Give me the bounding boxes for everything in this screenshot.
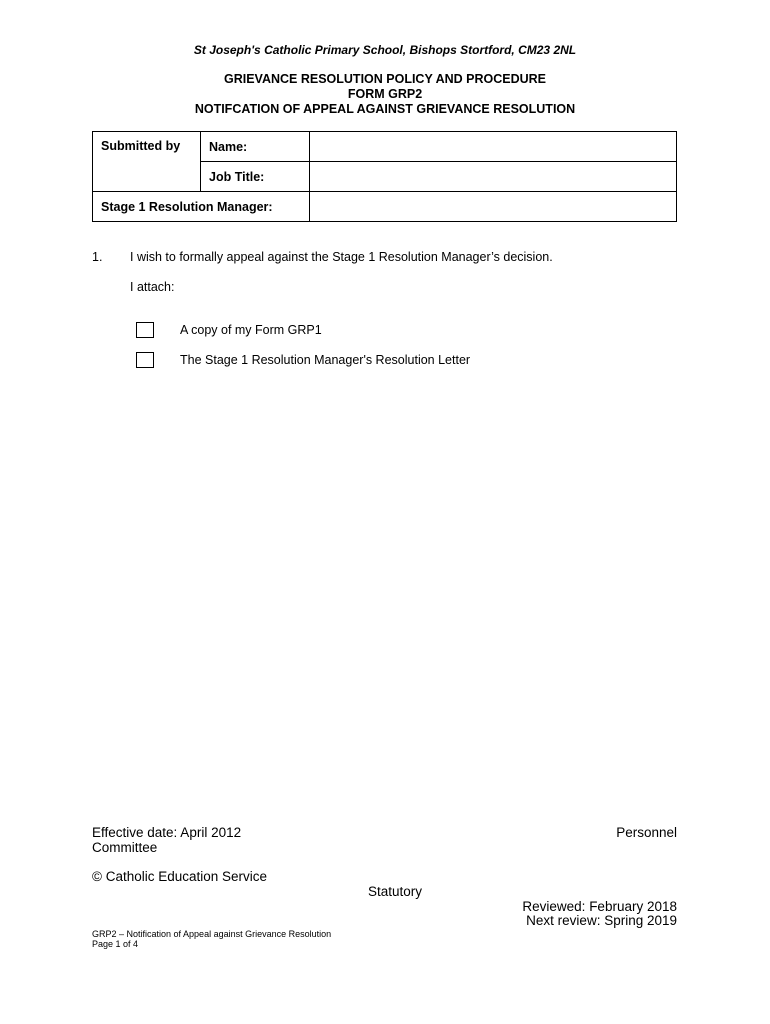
page-number: Page 1 of 4 [92,939,139,949]
next-review-date: Next review: Spring 2019 [526,913,677,928]
submitted-by-label: Submitted by [93,132,201,192]
committee-label: Committee [92,840,158,855]
job-title-label: Job Title: [201,162,310,192]
name-field[interactable] [310,132,677,162]
school-header: St Joseph's Catholic Primary School, Bishops Stortford, CM23 2NL [193,43,577,57]
personnel-label: Personnel [616,825,677,840]
reviewed-date: Reviewed: February 2018 [522,899,677,914]
resolution-letter-checkbox[interactable] [136,352,154,368]
document-name: GRP2 – Notification of Appeal against Grievance Resolution [92,929,332,939]
submission-table [92,131,677,222]
grp1-checkbox[interactable] [136,322,154,338]
job-title-field[interactable] [310,162,677,192]
attach-label: I attach: [130,280,175,294]
resolution-letter-checkbox-label: The Stage 1 Resolution Manager's Resolution Letter [180,353,471,367]
effective-date: Effective date: April 2012 [92,825,242,840]
manager-field[interactable] [310,192,677,222]
grp1-checkbox-label: A copy of my Form GRP1 [180,323,322,337]
section-number: 1. [92,250,103,264]
copyright: © Catholic Education Service [92,869,268,884]
name-label: Name: [201,132,310,162]
form-title: NOTIFCATION OF APPEAL AGAINST GRIEVANCE RESOLUTION [194,102,576,116]
manager-label: Stage 1 Resolution Manager: [93,192,310,222]
appeal-statement: I wish to formally appeal against the Stage 1 Resolution Manager’s decision. [130,250,553,264]
form-code: FORM GRP2 [347,87,423,101]
policy-title: GRIEVANCE RESOLUTION POLICY AND PROCEDURE [223,72,547,86]
statutory-label: Statutory [368,884,423,899]
